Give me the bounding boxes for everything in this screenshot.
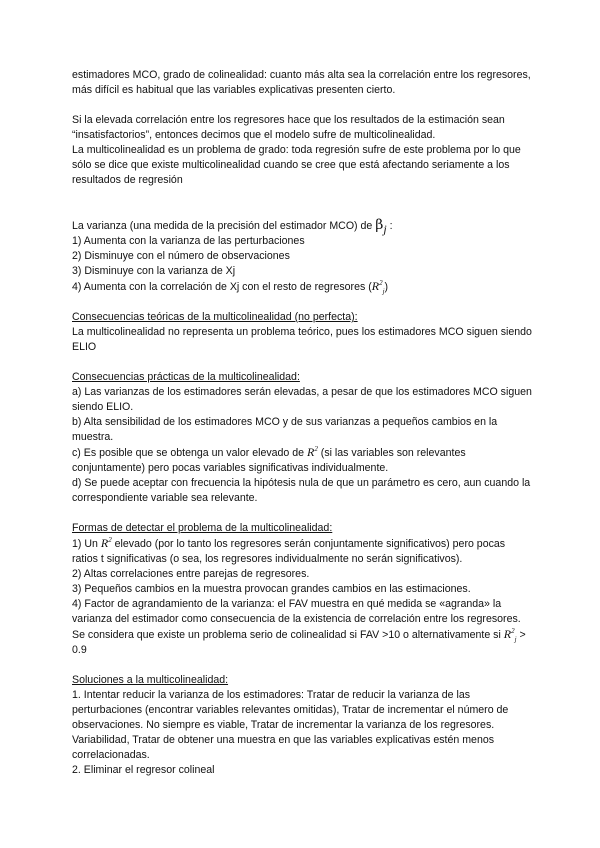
intro-paragraph-2: Si la elevada correlación entre los regresores hace que los resultados de la estimación sean “insatisfactorios”, entonces decimos que el modelo sufre de multicolinealidad. [72,114,505,141]
practicas-item-c: c) Es posible que se obtenga un valor elevado de $R^2$ (si las variables son relevantes conjuntamente) pero pocas variables significativas individualmente. [72,445,466,474]
soluciones-item-1: 1. Intentar reducir la varianza de los estimadores: Tratar de reducir la varianza de las perturbaciones (encontrar variables relevantes omitidas), Tratar de incrementar el número de observaciones. No siempre es viable, Tratar de incrementar la varianza de los regresores. Variabilidad, Tratar de obtener una muestra en que las variables explicativas estén menos correlacionadas. [72,689,509,761]
detectar-item-2: 2) Altas correlaciones entre parejas de regresores. [72,568,310,580]
intro-paragraph-3: La multicolinealidad es un problema de grado: toda regresión sufre de este problema por lo que sólo se dice que existe multicolinealidad cuando se cree que está afectando seriamente a los resultados de regresión [72,144,521,186]
varianza-item-2: 2) Disminuye con el número de observaciones [72,250,290,262]
practicas-heading: Consecuencias prácticas de la multicolinealidad: [72,371,300,383]
varianza-intro-text: La varianza (una medida de la precisión del estimador MCO) de [72,220,373,232]
varianza-item-1: 1) Aumenta con la varianza de las perturbaciones [72,235,305,247]
practicas-item-a: a) Las varianzas de los estimadores serán elevadas, a pesar de que los estimadores MCO siguen siendo ELIO. [72,386,532,413]
intro-paragraph-1: estimadores MCO, grado de colinealidad: cuanto más alta sea la correlación entre los regresores, más difícil es habitual que las variables explicativas presenten cierto. [72,69,531,96]
varianza-item-3: 3) Disminuye con la varianza de Xj [72,265,236,277]
varianza-item-4: 4) Aumenta con la correlación de Xj con el resto de regresores $(R^2_j)$ [72,279,389,296]
detectar-heading: Formas de detectar el problema de la multicolinealidad: [72,522,333,534]
varianza-colon: : [389,220,393,232]
detectar-item-3: 3) Pequeños cambios en la muestra provocan grandes cambios en las estimaciones. [72,583,471,595]
soluciones-heading: Soluciones a la multicolinealidad: [72,674,229,686]
r2-symbol: $R^2$ [100,536,112,550]
detectar-item-1: 1) Un $R^2$ elevado (por lo tanto los regresores serán conjuntamente significativos) pero pocas ratios t significativas (o sea, los regresores individualmente no serán significativos). [72,536,506,565]
soluciones-item-2: 2. Eliminar el regresor colineal [72,764,215,776]
detectar-item-4: 4) Factor de agrandamiento de la varianza: el FAV muestra en qué medida se «agranda» la varianza del estimador como consecuencia de la existencia de correlación entre los regresores. Se considera que existe un problema serio de colinealidad si FAV >10 o alternativamente si $R^2_j > 0.9$ [72,598,526,656]
beta-symbol: $\beta_j$ [375,217,387,236]
varianza-intro [72,218,532,234]
document-page [72,68,532,778]
r2j-symbol: $R^2_j$ [371,279,385,296]
practicas-item-d: d) Se puede aceptar con frecuencia la hipótesis nula de que un parámetro es cero, aun cuando la correspondiente variable sea relevante. [72,477,531,504]
practicas-item-b: b) Alta sensibilidad de los estimadores MCO y de sus varianzas a pequeños cambios en la muestra. [72,416,498,443]
r2j-symbol: $R^2_j$ [503,627,517,644]
teoricas-heading: Consecuencias teóricas de la multicolinealidad (no perfecta): [72,311,358,323]
r2-symbol: $R^2$ [307,445,318,459]
teoricas-text: La multicolinealidad no representa un problema teórico, pues los estimadores MCO siguen siendo ELIO [72,326,532,353]
